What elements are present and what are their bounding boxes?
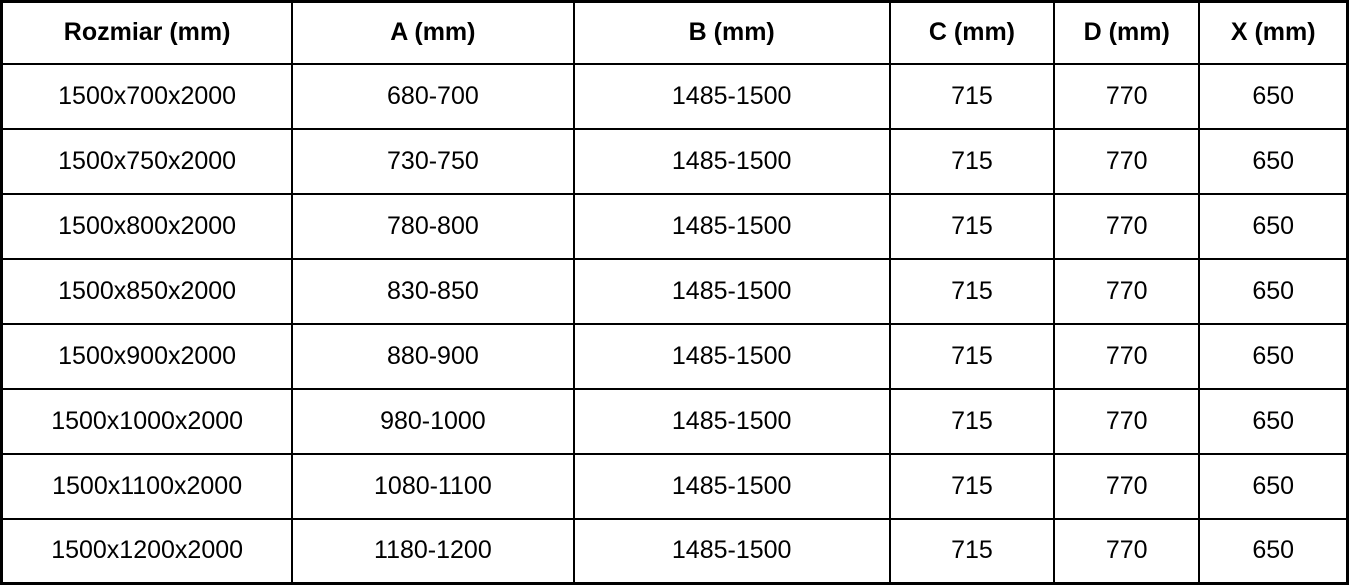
cell-x: 650 (1199, 64, 1347, 129)
cell-c: 715 (890, 454, 1054, 519)
column-header-rozmiar: Rozmiar (mm) (2, 2, 293, 64)
table-body (2, 64, 1348, 584)
cell-rozmiar: 1500x850x2000 (2, 259, 293, 324)
table-row (2, 259, 1348, 324)
cell-c: 715 (890, 324, 1054, 389)
cell-d: 770 (1054, 194, 1199, 259)
cell-b: 1485-1500 (574, 454, 890, 519)
cell-a: 680-700 (292, 64, 573, 129)
table-row (2, 64, 1348, 129)
table-row (2, 389, 1348, 454)
cell-a: 1180-1200 (292, 519, 573, 584)
cell-b: 1485-1500 (574, 324, 890, 389)
cell-c: 715 (890, 389, 1054, 454)
cell-d: 770 (1054, 519, 1199, 584)
cell-a: 880-900 (292, 324, 573, 389)
cell-b: 1485-1500 (574, 259, 890, 324)
cell-a: 780-800 (292, 194, 573, 259)
cell-d: 770 (1054, 64, 1199, 129)
column-header-x: X (mm) (1199, 2, 1347, 64)
header-row (2, 2, 1348, 64)
cell-rozmiar: 1500x900x2000 (2, 324, 293, 389)
cell-x: 650 (1199, 259, 1347, 324)
cell-x: 650 (1199, 519, 1347, 584)
column-header-a: A (mm) (292, 2, 573, 64)
cell-b: 1485-1500 (574, 194, 890, 259)
cell-rozmiar: 1500x1200x2000 (2, 519, 293, 584)
cell-x: 650 (1199, 324, 1347, 389)
cell-a: 980-1000 (292, 389, 573, 454)
cell-x: 650 (1199, 129, 1347, 194)
cell-rozmiar: 1500x800x2000 (2, 194, 293, 259)
cell-a: 830-850 (292, 259, 573, 324)
cell-b: 1485-1500 (574, 519, 890, 584)
cell-d: 770 (1054, 129, 1199, 194)
cell-x: 650 (1199, 389, 1347, 454)
cell-rozmiar: 1500x750x2000 (2, 129, 293, 194)
cell-d: 770 (1054, 259, 1199, 324)
table-row (2, 519, 1348, 584)
cell-d: 770 (1054, 324, 1199, 389)
cell-c: 715 (890, 519, 1054, 584)
cell-c: 715 (890, 194, 1054, 259)
table-header (2, 2, 1348, 64)
table-row (2, 129, 1348, 194)
column-header-d: D (mm) (1054, 2, 1199, 64)
table-row (2, 324, 1348, 389)
cell-b: 1485-1500 (574, 129, 890, 194)
cell-b: 1485-1500 (574, 64, 890, 129)
cell-d: 770 (1054, 454, 1199, 519)
cell-a: 730-750 (292, 129, 573, 194)
table-row (2, 194, 1348, 259)
cell-c: 715 (890, 259, 1054, 324)
cell-d: 770 (1054, 389, 1199, 454)
cell-rozmiar: 1500x1000x2000 (2, 389, 293, 454)
cell-rozmiar: 1500x1100x2000 (2, 454, 293, 519)
column-header-b: B (mm) (574, 2, 890, 64)
cell-c: 715 (890, 129, 1054, 194)
cell-x: 650 (1199, 194, 1347, 259)
column-header-c: C (mm) (890, 2, 1054, 64)
cell-c: 715 (890, 64, 1054, 129)
cell-rozmiar: 1500x700x2000 (2, 64, 293, 129)
cell-x: 650 (1199, 454, 1347, 519)
table-row (2, 454, 1348, 519)
cell-a: 1080-1100 (292, 454, 573, 519)
cell-b: 1485-1500 (574, 389, 890, 454)
